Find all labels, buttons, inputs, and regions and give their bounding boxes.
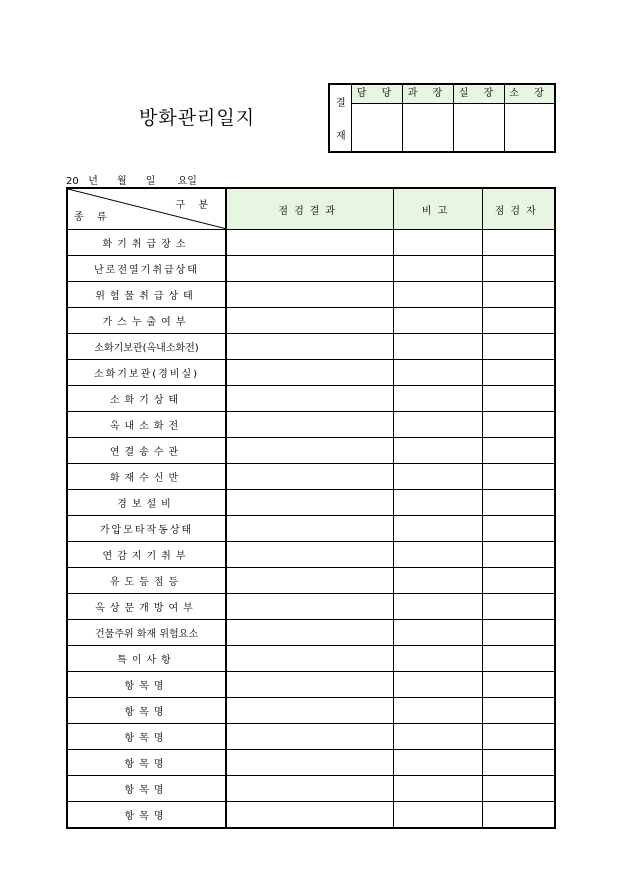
remark-cell[interactable]	[393, 282, 482, 308]
row-label: 경보설비	[67, 490, 226, 516]
table-row	[67, 724, 555, 750]
approval-side-top: 결	[336, 98, 346, 109]
remark-cell[interactable]	[393, 386, 482, 412]
row-label: 항목명	[67, 802, 226, 829]
result-cell[interactable]	[226, 594, 393, 620]
inspector-cell[interactable]	[482, 516, 555, 542]
remark-cell[interactable]	[393, 568, 482, 594]
approval-role-1: 담 당	[352, 85, 403, 104]
approval-sign-2[interactable]	[403, 104, 454, 151]
header-jongryu: 종 류	[74, 212, 112, 223]
remark-cell[interactable]	[393, 230, 482, 256]
remark-cell[interactable]	[393, 724, 482, 750]
approval-role-3: 실 장	[454, 85, 505, 104]
table-row	[67, 802, 555, 829]
inspector-cell[interactable]	[482, 620, 555, 646]
table-row	[67, 594, 555, 620]
remark-cell[interactable]	[393, 516, 482, 542]
result-cell[interactable]	[226, 490, 393, 516]
result-cell[interactable]	[226, 516, 393, 542]
remark-cell[interactable]	[393, 672, 482, 698]
table-row	[67, 256, 555, 282]
remark-cell[interactable]	[393, 490, 482, 516]
table-row	[67, 386, 555, 412]
inspector-cell[interactable]	[482, 542, 555, 568]
row-label: 위험물취급상태	[67, 282, 226, 308]
remark-cell[interactable]	[393, 334, 482, 360]
result-cell[interactable]	[226, 750, 393, 776]
result-cell[interactable]	[226, 230, 393, 256]
row-label: 가스누출여부	[67, 308, 226, 334]
result-cell[interactable]	[226, 360, 393, 386]
row-label: 항목명	[67, 672, 226, 698]
row-label: 항목명	[67, 776, 226, 802]
header-diagonal-cell	[67, 188, 226, 230]
result-cell[interactable]	[226, 724, 393, 750]
table-row	[67, 646, 555, 672]
remark-cell[interactable]	[393, 256, 482, 282]
inspector-cell[interactable]	[482, 256, 555, 282]
row-label: 항목명	[67, 724, 226, 750]
result-cell[interactable]	[226, 646, 393, 672]
result-cell[interactable]	[226, 672, 393, 698]
remark-cell[interactable]	[393, 776, 482, 802]
row-label: 소화기보관(경비실)	[67, 360, 226, 386]
inspector-cell[interactable]	[482, 438, 555, 464]
approval-sign-4[interactable]	[505, 104, 554, 151]
result-cell[interactable]	[226, 698, 393, 724]
result-cell[interactable]	[226, 282, 393, 308]
inspector-cell[interactable]	[482, 490, 555, 516]
result-cell[interactable]	[226, 776, 393, 802]
row-label: 건물주위 화재 위험요소	[67, 620, 226, 646]
approval-side-label	[330, 85, 352, 151]
result-cell[interactable]	[226, 412, 393, 438]
row-label: 소화기보관(옥내소화전)	[67, 334, 226, 360]
table-row	[67, 750, 555, 776]
approval-sign-3[interactable]	[454, 104, 505, 151]
row-label: 특이사항	[67, 646, 226, 672]
header-gubun: 구 분	[175, 200, 213, 211]
inspector-cell[interactable]	[482, 282, 555, 308]
result-cell[interactable]	[226, 620, 393, 646]
table-row	[67, 568, 555, 594]
table-row	[67, 698, 555, 724]
inspector-cell[interactable]	[482, 724, 555, 750]
table-row	[67, 360, 555, 386]
remark-cell[interactable]	[393, 542, 482, 568]
inspector-cell[interactable]	[482, 776, 555, 802]
approval-role-2: 과 장	[403, 85, 454, 104]
row-label: 화기취급장소	[67, 230, 226, 256]
table-row	[67, 620, 555, 646]
result-cell[interactable]	[226, 308, 393, 334]
inspector-cell[interactable]	[482, 750, 555, 776]
inspector-cell[interactable]	[482, 698, 555, 724]
remark-cell[interactable]	[393, 750, 482, 776]
table-row	[67, 308, 555, 334]
remark-cell[interactable]	[393, 438, 482, 464]
approval-box	[328, 83, 556, 153]
date-line: 20 년 월 일 요일	[66, 176, 197, 187]
inspector-cell[interactable]	[482, 594, 555, 620]
approval-sign-1[interactable]	[352, 104, 403, 151]
inspector-cell[interactable]	[482, 308, 555, 334]
table-row	[67, 516, 555, 542]
approval-side-bottom: 재	[336, 131, 346, 142]
result-cell[interactable]	[226, 438, 393, 464]
remark-cell[interactable]	[393, 646, 482, 672]
inspector-cell[interactable]	[482, 334, 555, 360]
remark-cell[interactable]	[393, 360, 482, 386]
inspector-cell[interactable]	[482, 230, 555, 256]
table-row	[67, 230, 555, 256]
header-inspector: 점검자	[482, 188, 555, 230]
row-label: 옥내소화전	[67, 412, 226, 438]
remark-cell[interactable]	[393, 698, 482, 724]
table-row	[67, 334, 555, 360]
row-label: 화재수신반	[67, 464, 226, 490]
row-label: 가압모타작동상태	[67, 516, 226, 542]
inspector-cell[interactable]	[482, 646, 555, 672]
result-cell[interactable]	[226, 568, 393, 594]
table-row	[67, 282, 555, 308]
table-row	[67, 464, 555, 490]
result-cell[interactable]	[226, 542, 393, 568]
row-label: 항목명	[67, 698, 226, 724]
table-row	[67, 672, 555, 698]
row-label: 난로전열기취급상태	[67, 256, 226, 282]
inspector-cell[interactable]	[482, 464, 555, 490]
table-row	[67, 490, 555, 516]
remark-cell[interactable]	[393, 802, 482, 829]
inspection-table	[66, 187, 556, 829]
inspector-cell[interactable]	[482, 672, 555, 698]
header-remark: 비고	[393, 188, 482, 230]
table-header-row	[67, 188, 555, 230]
row-label: 연감지기취부	[67, 542, 226, 568]
inspector-cell[interactable]	[482, 802, 555, 829]
result-cell[interactable]	[226, 386, 393, 412]
result-cell[interactable]	[226, 256, 393, 282]
row-label: 연결송수관	[67, 438, 226, 464]
row-label: 소화기상태	[67, 386, 226, 412]
row-label: 유도등점등	[67, 568, 226, 594]
inspector-cell[interactable]	[482, 412, 555, 438]
remark-cell[interactable]	[393, 594, 482, 620]
remark-cell[interactable]	[393, 464, 482, 490]
remark-cell[interactable]	[393, 412, 482, 438]
row-label: 항목명	[67, 750, 226, 776]
table-row	[67, 412, 555, 438]
inspector-cell[interactable]	[482, 360, 555, 386]
page-title: 방화관리일지	[139, 107, 256, 129]
table-row	[67, 776, 555, 802]
result-cell[interactable]	[226, 464, 393, 490]
result-cell[interactable]	[226, 334, 393, 360]
remark-cell[interactable]	[393, 620, 482, 646]
inspector-cell[interactable]	[482, 386, 555, 412]
table-row	[67, 438, 555, 464]
inspector-cell[interactable]	[482, 568, 555, 594]
remark-cell[interactable]	[393, 308, 482, 334]
approval-role-4: 소 장	[505, 85, 554, 104]
result-cell[interactable]	[226, 802, 393, 829]
row-label: 옥상문개방여부	[67, 594, 226, 620]
table-row	[67, 542, 555, 568]
header-result: 점검결과	[226, 188, 393, 230]
